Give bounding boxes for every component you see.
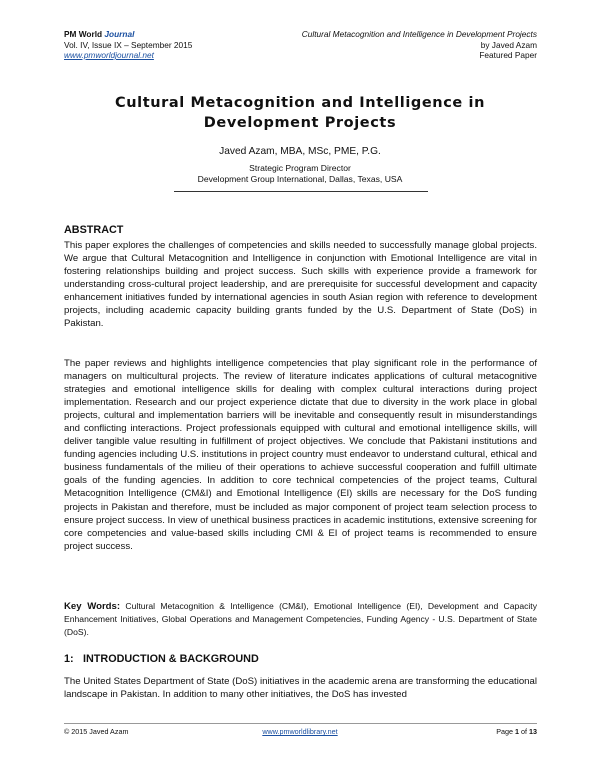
header-right: [302, 29, 537, 61]
title-divider: [174, 191, 428, 192]
footer-divider: [64, 723, 537, 724]
issue-info: Vol. IV, Issue IX – September 2015: [64, 39, 193, 50]
keywords-label: Key Words:: [64, 601, 121, 612]
abstract-paragraph-1: This paper explores the challenges of competencies and skills needed to successfully manage global projects. We argue that Cultural Metacognition and Intelligence in conjunction with Emotional Intelligence are vital in fostering relationships building and project success. Such skills with experience provide a framework for understanding cross-cultural project leadership, and are prerequisite for successful development and capacity enhancement initiatives funded by international agencies in south Asian region with reference to development projects, including academic capacity building grants funded by the U.S. Department of State (DoS) in Pakistan.: [64, 240, 537, 330]
footer-copyright: © 2015 Javed Azam: [64, 727, 129, 736]
footer-website-link[interactable]: www.pmworldlibrary.net: [262, 727, 338, 736]
footer-page-number: Page 1 of 13: [496, 727, 537, 736]
section-heading: [64, 653, 259, 665]
header-byline: by Javed Azam: [480, 39, 537, 50]
paper-category: Featured Paper: [479, 50, 537, 61]
keywords-text: Cultural Metacognition & Intelligence (CM&I), Emotional Intelligence (EI), Development and Capacity Enhancement Initiatives, Global Operations and Management Competencies, Funding Agency - U.S. Department of State (DoS).: [64, 601, 537, 637]
affiliation-role: Strategic Program Director: [249, 163, 351, 173]
title-line-2: Development Projects: [203, 115, 397, 131]
running-title: Cultural Metacognition and Intelligence in Development Projects: [301, 29, 537, 39]
abstract-paragraph-2: The paper reviews and highlights intelligence competencies that play significant role in the performance of managers on multicultural projects. The review of literature indicates applications of cultural metacognitive strategies and emotional intelligence skills for dealing with complex cultural interactions during project implementation. Research and our project experience dictate that due to diversity in the work place in global projects, cultural and implementation barriers will be inevitable and consequently result in misunderstandings and conflicting interactions. Project professionals equipped with cultural and emotional intelligence skills, will deliver tangible value resulting in fulfillment of project objectives. We conclude that Pakistani institutions and funding agencies including U.S. institutions in project country must endeavor to understand cultural, ethical and business fundamentals of the milieu of their operations to achieve successful cooperation and fulfill ultimate goals of the funding agencies. In addition to core technical competencies of the project teams, Cultural Metacognition Intelligence (CM&I) and Emotional Intelligence (EI) skills are necessary for the DoS funding projects in Pakistan and therefore, must be included as major component of project team selection process to ensure project success. In view of unethical business practices in academic institutions, extensive screening for core competencies and value-based skills including CMI & EI of project teams is recommended to ensure project success.: [64, 358, 537, 552]
journal-name: PM World Journal: [64, 29, 135, 39]
affiliation-org: Development Group International, Dallas, Texas, USA: [197, 174, 403, 185]
header-left: [64, 29, 192, 61]
author-affiliation: [64, 163, 536, 186]
section-title: INTRODUCTION & BACKGROUND: [83, 653, 259, 665]
title-line-1: Cultural Metacognition and Intelligence in: [114, 95, 486, 111]
section-number: 1:: [64, 653, 74, 665]
keywords: [64, 600, 537, 639]
author-name: Javed Azam, MBA, MSc, PME, P.G.: [219, 146, 381, 157]
abstract-heading: ABSTRACT: [64, 224, 124, 236]
journal-website-link[interactable]: www.pmworldjournal.net: [64, 50, 154, 61]
paper-title: [64, 93, 536, 133]
section-paragraph: The United States Department of State (DoS) initiatives in the academic arena are transforming the educational landscape in Pakistan. In addition to many other initiatives, the DoS has invested: [64, 676, 537, 701]
